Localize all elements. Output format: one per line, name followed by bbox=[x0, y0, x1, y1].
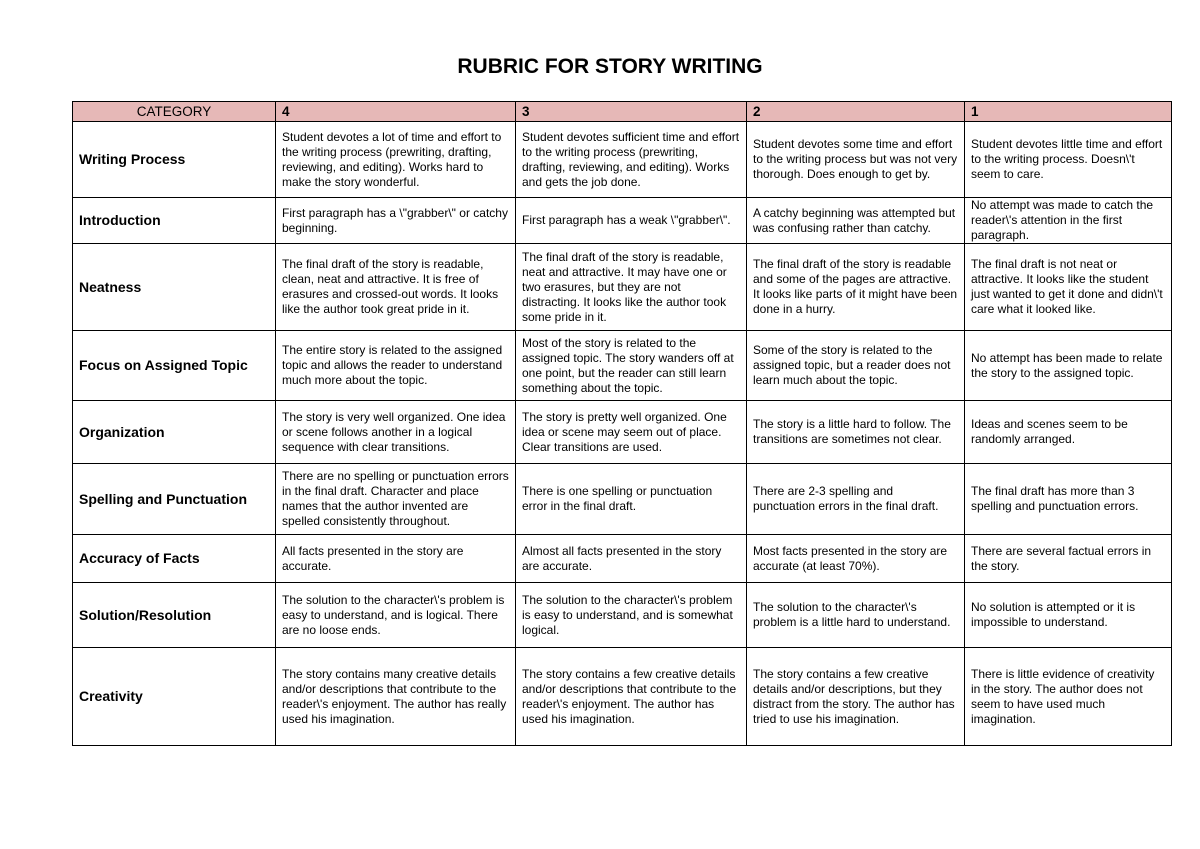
level-4-cell: The final draft of the story is readable, clean, neat and attractive. It is free of erasures and crossed-out words. It looks like the author took great pride in it. bbox=[276, 244, 516, 331]
level-1-cell: There are several factual errors in the story. bbox=[965, 535, 1172, 583]
level-2-cell: The story contains a few creative details and/or descriptions, but they distract from the story. The author has tried to use his imagination. bbox=[747, 648, 965, 746]
level-1-cell: No attempt was made to catch the reader\'s attention in the first paragraph. bbox=[965, 198, 1172, 244]
table-row bbox=[73, 122, 1172, 198]
level-2-cell: The story is a little hard to follow. The transitions are sometimes not clear. bbox=[747, 401, 965, 464]
category-cell: Introduction bbox=[73, 198, 276, 244]
category-cell: Neatness bbox=[73, 244, 276, 331]
level-1-cell: No attempt has been made to relate the story to the assigned topic. bbox=[965, 331, 1172, 401]
header-level-3: 3 bbox=[516, 102, 747, 122]
table-row bbox=[73, 464, 1172, 535]
level-3-cell: The solution to the character\'s problem is easy to understand, and is somewhat logical. bbox=[516, 583, 747, 648]
level-2-cell: The final draft of the story is readable and some of the pages are attractive. It looks like parts of it might have been done in a hurry. bbox=[747, 244, 965, 331]
category-cell: Organization bbox=[73, 401, 276, 464]
level-1-cell: The final draft has more than 3 spelling and punctuation errors. bbox=[965, 464, 1172, 535]
category-cell: Spelling and Punctuation bbox=[73, 464, 276, 535]
rubric-table bbox=[72, 101, 1172, 746]
table-row bbox=[73, 535, 1172, 583]
category-cell: Writing Process bbox=[73, 122, 276, 198]
level-3-cell: There is one spelling or punctuation error in the final draft. bbox=[516, 464, 747, 535]
level-3-cell: Almost all facts presented in the story are accurate. bbox=[516, 535, 747, 583]
header-row bbox=[73, 102, 1172, 122]
table-row bbox=[73, 198, 1172, 244]
level-3-cell: The story contains a few creative details and/or descriptions that contribute to the reader\'s enjoyment. The author has used his imagination. bbox=[516, 648, 747, 746]
level-4-cell: Student devotes a lot of time and effort to the writing process (prewriting, drafting, reviewing, and editing). Works hard to make the story wonderful. bbox=[276, 122, 516, 198]
level-4-cell: The story contains many creative details and/or descriptions that contribute to the reader\'s enjoyment. The author has really used his imagination. bbox=[276, 648, 516, 746]
level-2-cell: A catchy beginning was attempted but was confusing rather than catchy. bbox=[747, 198, 965, 244]
level-4-cell: First paragraph has a \"grabber\" or catchy beginning. bbox=[276, 198, 516, 244]
table-row bbox=[73, 401, 1172, 464]
level-1-cell: Student devotes little time and effort to the writing process. Doesn\'t seem to care. bbox=[965, 122, 1172, 198]
level-2-cell: Some of the story is related to the assigned topic, but a reader does not learn much about the topic. bbox=[747, 331, 965, 401]
table-row bbox=[73, 244, 1172, 331]
header-level-4: 4 bbox=[276, 102, 516, 122]
page-title: RUBRIC FOR STORY WRITING bbox=[457, 55, 763, 78]
level-3-cell: First paragraph has a weak \"grabber\". bbox=[516, 198, 747, 244]
level-2-cell: There are 2-3 spelling and punctuation errors in the final draft. bbox=[747, 464, 965, 535]
level-4-cell: The story is very well organized. One idea or scene follows another in a logical sequence with clear transitions. bbox=[276, 401, 516, 464]
level-3-cell: Student devotes sufficient time and effort to the writing process (prewriting, drafting, reviewing, and editing). Works and gets the job done. bbox=[516, 122, 747, 198]
level-4-cell: The entire story is related to the assigned topic and allows the reader to understand much more about the topic. bbox=[276, 331, 516, 401]
table-row bbox=[73, 648, 1172, 746]
header-category: CATEGORY bbox=[73, 102, 276, 122]
table-row bbox=[73, 583, 1172, 648]
table-row bbox=[73, 331, 1172, 401]
level-1-cell: There is little evidence of creativity in the story. The author does not seem to have used much imagination. bbox=[965, 648, 1172, 746]
level-3-cell: The story is pretty well organized. One idea or scene may seem out of place. Clear transitions are used. bbox=[516, 401, 747, 464]
category-cell: Solution/Resolution bbox=[73, 583, 276, 648]
level-1-cell: The final draft is not neat or attractive. It looks like the student just wanted to get it done and didn\'t care what it looked like. bbox=[965, 244, 1172, 331]
header-level-1: 1 bbox=[965, 102, 1172, 122]
level-2-cell: Student devotes some time and effort to the writing process but was not very thorough. Does enough to get by. bbox=[747, 122, 965, 198]
level-1-cell: Ideas and scenes seem to be randomly arranged. bbox=[965, 401, 1172, 464]
level-4-cell: The solution to the character\'s problem is easy to understand, and is logical. There are no loose ends. bbox=[276, 583, 516, 648]
level-3-cell: The final draft of the story is readable, neat and attractive. It may have one or two erasures, but they are not distracting. It looks like the author took some pride in it. bbox=[516, 244, 747, 331]
header-level-2: 2 bbox=[747, 102, 965, 122]
category-cell: Creativity bbox=[73, 648, 276, 746]
level-4-cell: There are no spelling or punctuation errors in the final draft. Character and place names that the author invented are spelled consistently throughout. bbox=[276, 464, 516, 535]
level-2-cell: Most facts presented in the story are accurate (at least 70%). bbox=[747, 535, 965, 583]
category-cell: Accuracy of Facts bbox=[73, 535, 276, 583]
level-3-cell: Most of the story is related to the assigned topic. The story wanders off at one point, but the reader can still learn something about the topic. bbox=[516, 331, 747, 401]
level-2-cell: The solution to the character\'s problem is a little hard to understand. bbox=[747, 583, 965, 648]
level-4-cell: All facts presented in the story are accurate. bbox=[276, 535, 516, 583]
level-1-cell: No solution is attempted or it is impossible to understand. bbox=[965, 583, 1172, 648]
category-cell: Focus on Assigned Topic bbox=[73, 331, 276, 401]
